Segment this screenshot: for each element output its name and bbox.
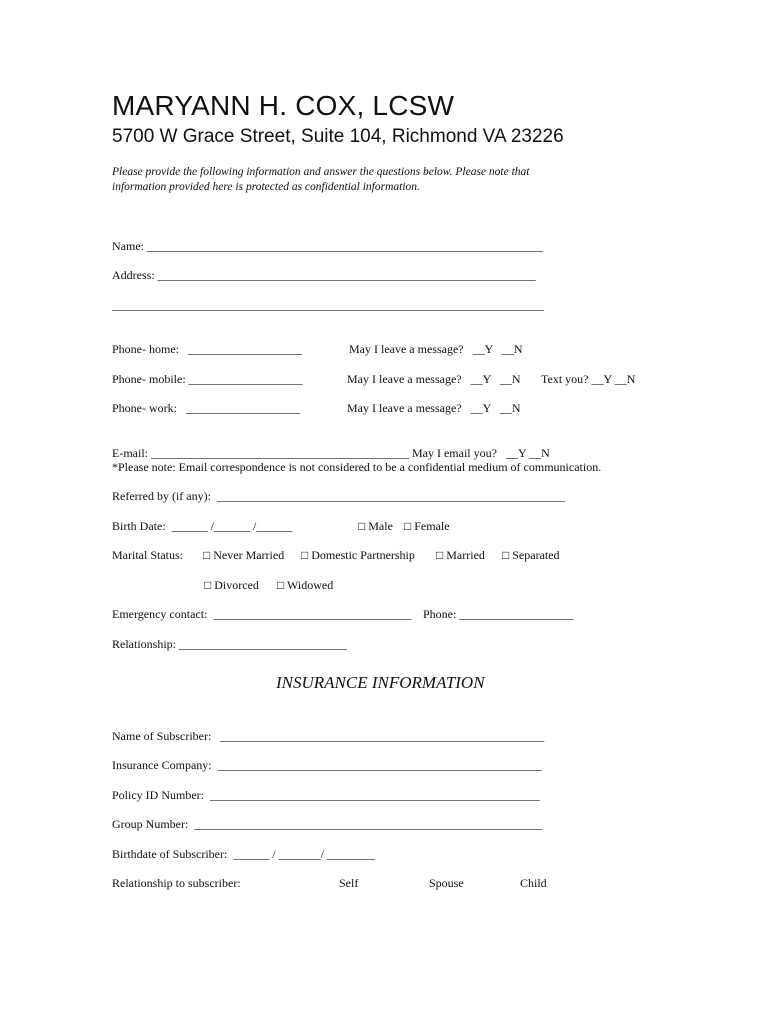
email-note: *Please note: Email correspondence is not considered to be a confidential medium of communication. (112, 460, 602, 474)
marital-separated-checkbox[interactable]: □ Separated (502, 548, 560, 562)
referred-by-field[interactable]: Referred by (if any): __________________________________________________________ (112, 489, 565, 503)
relationship-to-subscriber-label: Relationship to subscriber: (112, 876, 241, 890)
relationship-field[interactable]: Relationship: ____________________________ (112, 637, 347, 651)
policy-id-field[interactable]: Policy ID Number: _______________________________________________________ (112, 788, 540, 802)
relationship-spouse-option[interactable]: Spouse (429, 876, 464, 890)
marital-widowed-checkbox[interactable]: □ Widowed (277, 578, 334, 592)
gender-female-checkbox[interactable]: □ Female (404, 519, 450, 533)
phone-work-message-question[interactable]: May I leave a message? __Y __N (347, 401, 521, 415)
name-field[interactable]: Name: __________________________________________________________________ (112, 239, 543, 253)
marital-domestic-partnership-checkbox[interactable]: □ Domestic Partnership (301, 548, 415, 562)
birth-date-field[interactable]: Birth Date: ______ /______ /______ (112, 519, 293, 533)
address-field[interactable]: Address: _______________________________________________________________ (112, 268, 536, 282)
relationship-child-option[interactable]: Child (520, 876, 547, 890)
emergency-phone-field[interactable]: Phone: ___________________ (423, 607, 574, 621)
phone-home-field[interactable]: Phone- home: ___________________ (112, 342, 302, 356)
address-field-line-2[interactable]: ________________________________________________________________________ (112, 298, 544, 312)
email-field[interactable]: E-mail: ___________________________________________ May I email you? __Y __N (112, 446, 550, 460)
marital-status-label: Marital Status: (112, 548, 183, 562)
marital-married-checkbox[interactable]: □ Married (436, 548, 485, 562)
phone-home-message-question[interactable]: May I leave a message? __Y __N (349, 342, 523, 356)
emergency-contact-field[interactable]: Emergency contact: _________________________________ (112, 607, 412, 621)
practice-address: 5700 W Grace Street, Suite 104, Richmond VA 23226 (112, 126, 564, 147)
phone-mobile-field[interactable]: Phone- mobile: ___________________ (112, 372, 303, 386)
intro-text-line-1: Please provide the following information and answer the questions below. Please note that (112, 166, 530, 178)
subscriber-name-field[interactable]: Name of Subscriber: ______________________________________________________ (112, 729, 545, 743)
marital-never-married-checkbox[interactable]: □ Never Married (203, 548, 285, 562)
marital-divorced-checkbox[interactable]: □ Divorced (204, 578, 259, 592)
insurance-section-title: INSURANCE INFORMATION (276, 673, 485, 692)
group-number-field[interactable]: Group Number: __________________________________________________________ (112, 817, 543, 831)
text-you-question[interactable]: Text you? __Y __N (541, 372, 636, 386)
subscriber-birthdate-field[interactable]: Birthdate of Subscriber: ______ / _______/ ________ (112, 847, 375, 861)
practitioner-name: MARYANN H. COX, LCSW (112, 90, 455, 121)
intro-text-line-2: information provided here is protected as confidential information. (112, 181, 420, 193)
phone-mobile-message-question[interactable]: May I leave a message? __Y __N (347, 372, 521, 386)
phone-work-field[interactable]: Phone- work: ___________________ (112, 401, 300, 415)
relationship-self-option[interactable]: Self (339, 876, 359, 890)
gender-male-checkbox[interactable]: □ Male (358, 519, 393, 533)
insurance-company-field[interactable]: Insurance Company: ______________________________________________________ (112, 758, 542, 772)
